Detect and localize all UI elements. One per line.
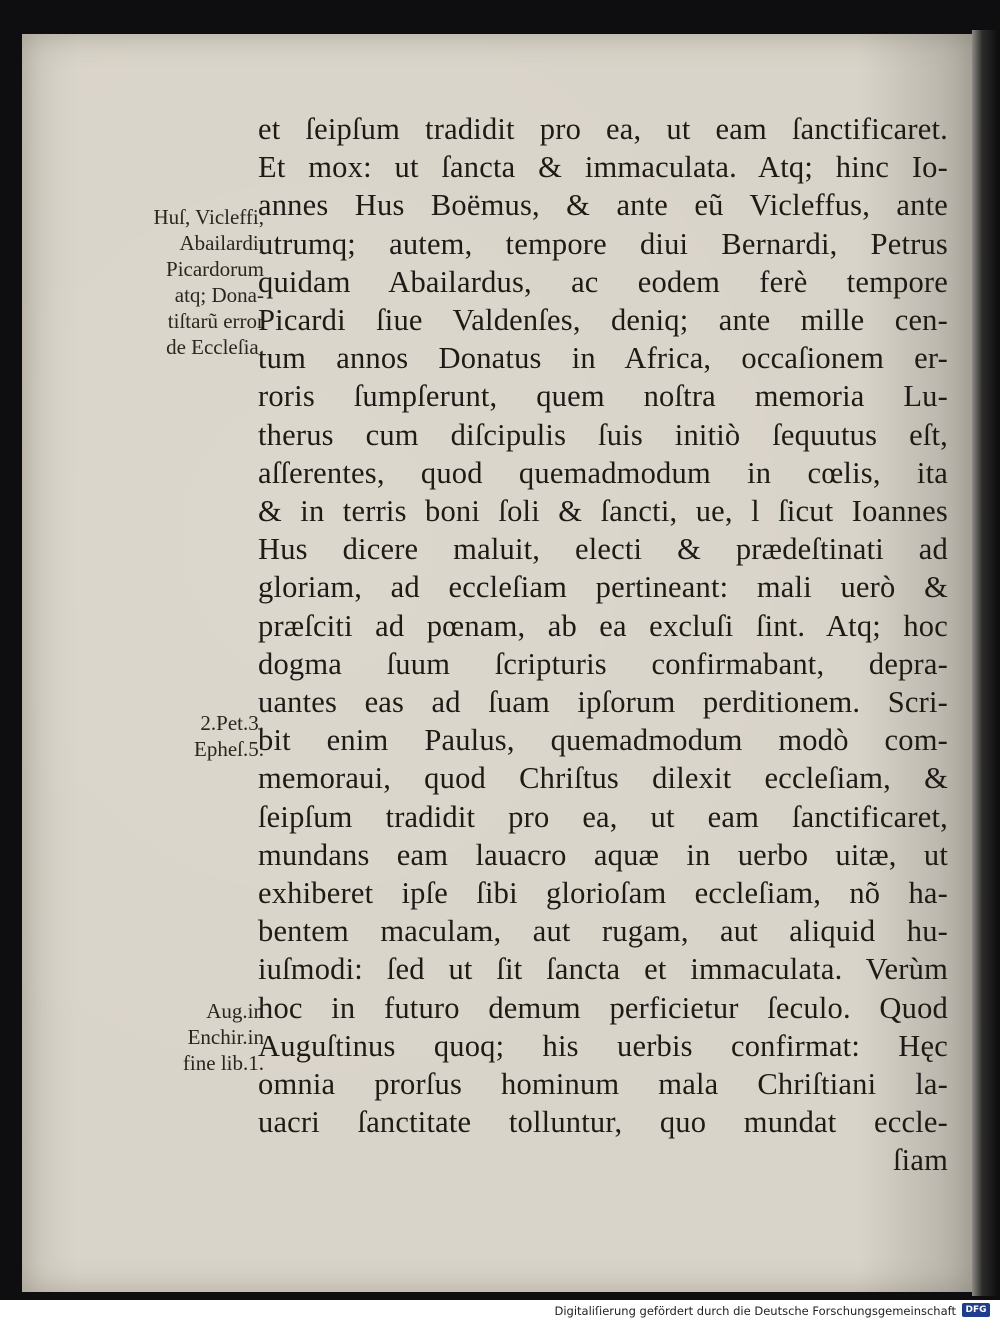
digitization-footer	[0, 1300, 1000, 1322]
margin-note-scripture-refs: 2.Pet.3. Epheſ.5.	[194, 711, 264, 761]
text-line: utrumq; autem, tempore diui Bernardi, Petrus	[258, 226, 948, 261]
text-line: gloriam, ad eccleſiam pertineant: mali uerò &	[258, 570, 948, 605]
text-line: hoc in futuro demum perficietur ſeculo. Quod	[258, 990, 948, 1025]
text-line: exhiberet ipſe ſibi glorioſam eccleſiam, nõ ha-	[258, 876, 948, 911]
text-line: Et mox: ut ſancta & immaculata. Atq; hinc Io-	[258, 150, 948, 185]
text-line: aſſerentes, quod quemadmodum in cœlis, ita	[258, 455, 948, 490]
page-edge-shadow	[972, 30, 998, 1296]
text-line: & in terris boni ſoli & ſancti, ue, l ſicut Ioannes	[258, 494, 948, 529]
text-line: ſeipſum tradidit pro ea, ut eam ſanctificaret,	[258, 799, 948, 834]
text-line: omnia prorſus hominum mala Chriſtiani la-	[258, 1067, 948, 1102]
text-line: mundans eam lauacro aquæ in uerbo uitæ, ut	[258, 837, 948, 872]
text-line: ſiam	[892, 1143, 948, 1178]
text-line: Picardi ſiue Valdenſes, deniq; ante mille cen-	[258, 303, 948, 338]
text-line: iuſmodi: ſed ut ſit ſancta et immaculata. Verùm	[258, 952, 948, 987]
text-line: roris ſumpſerunt, quem noſtra memoria Lu-	[258, 379, 948, 414]
margin-note-augustine-ref: Aug.in Enchir.in fine lib.1.	[182, 999, 264, 1075]
main-text-block	[258, 110, 948, 1180]
dfg-logo: DFG	[962, 1303, 990, 1317]
text-line: uacri ſanctitate tolluntur, quo mundat eccle-	[258, 1105, 948, 1140]
text-line: uantes eas ad ſuam ipſorum perditionem. Scri-	[258, 685, 948, 720]
book-page	[22, 34, 972, 1292]
text-line: et ſeipſum tradidit pro ea, ut eam ſanctificaret.	[258, 112, 948, 146]
text-line: dogma ſuum ſcripturis confirmabant, depra-	[258, 646, 948, 681]
footer-credit: Digitaliſierung gefördert durch die Deutsche Forschungsgemeinschaft	[554, 1304, 956, 1318]
text-line: tum annos Donatus in Africa, occaſionem er-	[258, 341, 948, 376]
text-line: bit enim Paulus, quemadmodum modò com-	[258, 723, 948, 758]
text-line: memoraui, quod Chriſtus dilexit eccleſiam, &	[258, 761, 948, 796]
margin-note-heretics: Huſ, Vicleffi, Abailardi, Picardorum atq; Dona- tiſtarũ error de Eccleſia.	[153, 205, 264, 359]
text-line: præſciti ad pœnam, ab ea excluſi ſint. Atq; hoc	[258, 608, 948, 643]
text-line: quidam Abailardus, ac eodem ferè tempore	[258, 264, 948, 299]
text-line: Auguſtinus quoq; his uerbis confirmat: Hęc	[258, 1028, 948, 1063]
text-line: Hus dicere maluit, electi & prædeſtinati ad	[258, 532, 948, 567]
text-line: therus cum diſcipulis ſuis initiò ſequutus eſt,	[258, 417, 948, 452]
text-line: bentem maculam, aut rugam, aut aliquid hu-	[258, 914, 948, 949]
text-line: annes Hus Boëmus, & ante eũ Vicleffus, ante	[258, 188, 948, 223]
